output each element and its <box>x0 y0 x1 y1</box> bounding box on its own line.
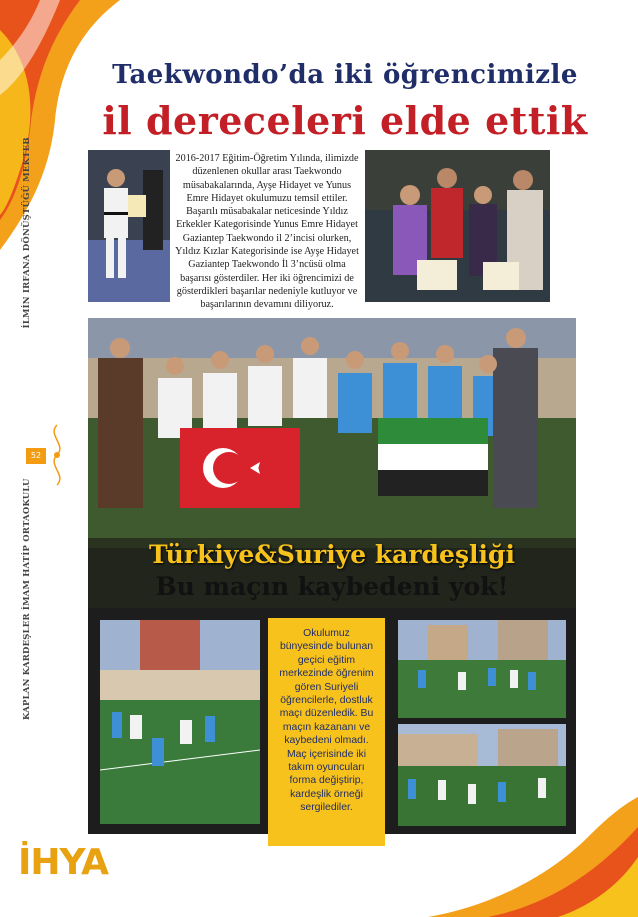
article-title-line1: Taekwondo’da iki öğrencimizle <box>112 60 578 90</box>
page-number: 52 <box>26 448 46 464</box>
article-body-box: Okulumuz bünyesinde bulunan geçici eğitim merkezinde öğrenim gören Suriyeli öğrencilerle, dostluk maçı düzenledik. Bu maçın kazananı ve kaybedeni olmadı. Maç içerisinde iki takım oyuncuları forma değiştirip, kardeşlik örneği sergilediler. <box>268 618 385 846</box>
section-title: İLMİN IRFANA DÖNÜŞTÜĞÜ MEKTEB <box>22 137 32 329</box>
match-photo <box>398 724 566 826</box>
ihya-logo: İHYA <box>18 842 109 883</box>
award-ceremony-photo <box>365 150 550 302</box>
article-title-line2: il dereceleri elde ettik <box>102 98 588 143</box>
article-body-text: 2016-2017 Eğitim-Öğretim Yılında, ilimizde düzenlenen okullar arası Taekwondo müsabakalarında, Ayşe Hidayet ve Yunus Emre Hidayet okulumuzu temsil ettiler. Başarılı müsabakalar neticesinde Yıldız Erkekler Kategorisinde Yunus Emre Hidayet Gaziantep Taekwondo il 2’incisi olurken, Yıldız Kızlar Kategorisinde ise Ayşe Hidayet Gaziantep Taekwondo İl 3’ncüsü olma başarısı gösterdiler. Her iki öğrencimizi de gösterdikleri başarılar nedeniyle kutluyor ve başarılarının devamını diliyoruz. <box>175 153 359 311</box>
taekwondo-student-photo <box>88 150 170 302</box>
slogan-line2: Bu maçın kaybedeni yok! <box>155 572 509 601</box>
ornament-icon <box>42 420 72 490</box>
school-name: KAPLAN KARDEŞLER İMAM HATİP ORTAOKULU <box>22 478 32 720</box>
sidebar-running-header <box>22 137 32 720</box>
match-photo <box>398 620 566 718</box>
match-photo <box>100 620 260 824</box>
slogan-line1: Türkiye&Suriye kardeşliği <box>148 540 515 569</box>
